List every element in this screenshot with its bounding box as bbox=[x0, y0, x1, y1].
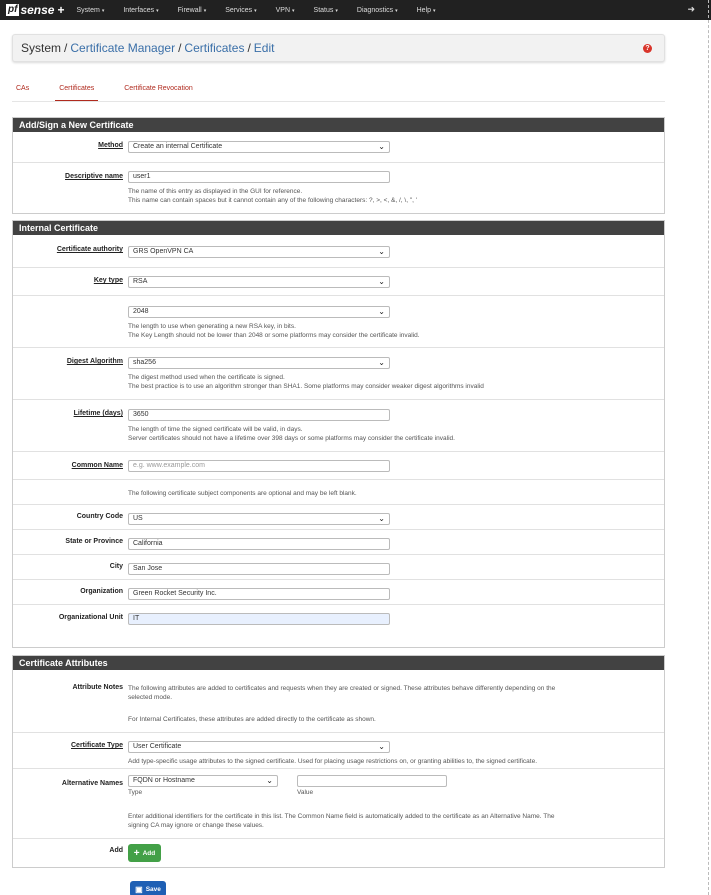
logout-icon[interactable]: ➜ bbox=[687, 4, 695, 14]
city-label: City bbox=[109, 563, 123, 570]
descr-input[interactable]: user1 bbox=[128, 171, 390, 183]
nav-help[interactable]: Help ▾ bbox=[416, 6, 436, 14]
notes-text-1: The following attributes are added to certificates and requests when they are created or signed. These attributes behave differently depending on the bbox=[128, 685, 556, 692]
lifetime-help-2: Server certificates should not have a lifetime over 398 days or some platforms may consider the certificate invalid. bbox=[128, 435, 455, 442]
row-descriptive-name bbox=[13, 162, 664, 214]
ou-label: Organizational Unit bbox=[58, 614, 123, 621]
row-state bbox=[13, 529, 664, 554]
save-disk-icon: ▣ bbox=[135, 884, 143, 894]
certtype-value: User Certificate bbox=[133, 743, 182, 750]
keytype-select[interactable] bbox=[128, 276, 390, 288]
row-cert-type bbox=[13, 732, 664, 768]
row-ca bbox=[13, 235, 664, 267]
breadcrumb-sep: / bbox=[64, 41, 68, 55]
help-question-icon[interactable]: ? bbox=[643, 44, 652, 53]
org-label: Organization bbox=[80, 588, 123, 595]
digest-label: Digest Algorithm bbox=[66, 358, 123, 365]
tab-cas[interactable]: CAs bbox=[16, 85, 30, 92]
digest-select[interactable] bbox=[128, 357, 390, 369]
ca-value: GRS OpenVPN CA bbox=[133, 248, 194, 255]
nav-diagnostics[interactable]: Diagnostics ▾ bbox=[356, 6, 398, 14]
row-common-name bbox=[13, 451, 664, 479]
notes-text-2: selected mode. bbox=[128, 694, 173, 701]
row-key-type bbox=[13, 267, 664, 295]
row-attribute-notes bbox=[13, 670, 664, 732]
nav-interfaces[interactable]: Interfaces ▾ bbox=[123, 6, 159, 14]
row-lifetime bbox=[13, 399, 664, 451]
row-alt-names bbox=[13, 768, 664, 838]
chevron-down-icon: ⌄ bbox=[266, 776, 273, 785]
keytype-label: Key type bbox=[93, 277, 123, 284]
certtype-select[interactable] bbox=[128, 741, 390, 753]
lifetime-help-1: The length of time the signed certificate will be valid, in days. bbox=[128, 426, 303, 433]
row-key-length bbox=[13, 295, 664, 347]
chevron-down-icon: ⌄ bbox=[378, 307, 385, 316]
row-add bbox=[13, 838, 664, 868]
row-optional-note bbox=[13, 479, 664, 504]
panel-title: Certificate Attributes bbox=[13, 656, 664, 670]
nav-firewall[interactable]: Firewall ▾ bbox=[177, 6, 207, 14]
descr-help-2: This name can contain spaces but it cannot contain any of the following characters: ?, >, <, &, /, \, ", ' bbox=[128, 197, 417, 204]
alt-type-value: FQDN or Hostname bbox=[133, 777, 195, 784]
notes-text-3: For Internal Certificates, these attributes are added directly to the certificate as shown. bbox=[128, 716, 376, 723]
country-label: Country Code bbox=[76, 513, 123, 520]
keylen-help-2: The Key Length should not be lower than 2048 or some platforms may consider the certificate invalid. bbox=[128, 332, 420, 339]
breadcrumb-system: System bbox=[21, 41, 62, 55]
country-value: US bbox=[133, 515, 143, 522]
optional-note: The following certificate subject components are optional and may be left blank. bbox=[128, 490, 357, 497]
panel-internal-certificate bbox=[12, 220, 665, 648]
notes-label: Attribute Notes bbox=[72, 684, 123, 691]
country-select[interactable] bbox=[128, 513, 390, 525]
row-country bbox=[13, 504, 664, 529]
digest-help-2: The best practice is to use an algorithm stronger than SHA1. Some platforms may consider weaker digest algorithms invalid bbox=[128, 383, 484, 390]
save-button[interactable]: ▣ Save bbox=[130, 881, 166, 895]
row-city bbox=[13, 554, 664, 579]
nav-services[interactable]: Services ▾ bbox=[225, 6, 257, 14]
nav-system[interactable]: System ▾ bbox=[76, 6, 105, 14]
breadcrumb-sep: / bbox=[178, 41, 182, 55]
add-label: Add bbox=[109, 847, 123, 854]
chevron-down-icon: ⌄ bbox=[378, 358, 385, 367]
method-label: Method bbox=[98, 142, 123, 149]
row-method bbox=[13, 132, 664, 162]
tab-certificate-revocation[interactable]: Certificate Revocation bbox=[124, 85, 193, 92]
ou-input[interactable]: IT bbox=[128, 613, 390, 625]
ca-select[interactable] bbox=[128, 246, 390, 258]
row-digest bbox=[13, 347, 664, 399]
digest-value: sha256 bbox=[133, 359, 156, 366]
tab-certificates[interactable]: Certificates bbox=[55, 82, 98, 102]
keylen-help-1: The length to use when generating a new RSA key, in bits. bbox=[128, 323, 296, 330]
keylen-select[interactable] bbox=[128, 306, 390, 318]
cn-label: Common Name bbox=[71, 462, 123, 469]
panel-title: Add/Sign a New Certificate bbox=[13, 118, 664, 132]
certtype-help: Add type-specific usage attributes to the signed certificate. Used for placing usage restrictions on, or granting abilities to, the signed certificate. bbox=[128, 758, 537, 765]
org-input[interactable]: Green Rocket Security Inc. bbox=[128, 588, 390, 600]
add-button[interactable]: + Add bbox=[128, 844, 161, 862]
lifetime-label: Lifetime (days) bbox=[73, 410, 123, 417]
plus-icon: + bbox=[133, 847, 140, 859]
chevron-down-icon: ⌄ bbox=[378, 514, 385, 523]
alt-help-2: signing CA may ignore or change these values. bbox=[128, 822, 264, 829]
alt-type-caption: Type bbox=[128, 789, 143, 796]
chevron-down-icon: ⌄ bbox=[378, 142, 385, 151]
top-navbar bbox=[0, 0, 711, 20]
panel-add-sign-certificate bbox=[12, 117, 665, 214]
breadcrumb-certificates[interactable]: Certificates bbox=[184, 41, 245, 55]
keytype-value: RSA bbox=[133, 278, 148, 285]
breadcrumb bbox=[12, 34, 665, 62]
keylen-value: 2048 bbox=[133, 308, 149, 315]
digest-help-1: The digest method used when the certificate is signed. bbox=[128, 374, 285, 381]
descr-help-1: The name of this entry as displayed in the GUI for reference. bbox=[128, 188, 303, 195]
pfsense-logo[interactable] bbox=[0, 0, 65, 20]
nav-vpn[interactable]: VPN ▾ bbox=[275, 6, 295, 14]
descr-label: Descriptive name bbox=[65, 173, 123, 180]
breadcrumb-edit[interactable]: Edit bbox=[253, 41, 275, 55]
logo-text: sense bbox=[20, 3, 55, 17]
state-label: State or Province bbox=[65, 538, 123, 545]
panel-title: Internal Certificate bbox=[13, 221, 664, 235]
tab-bar bbox=[12, 82, 219, 102]
alt-help-1: Enter additional identifiers for the certificate in this list. The Common Name field is automatically added to the certificate as an Alternative Name. The bbox=[128, 813, 555, 820]
altnames-label: Alternative Names bbox=[61, 780, 123, 787]
alt-value-input[interactable] bbox=[297, 775, 447, 787]
row-org-unit bbox=[13, 604, 664, 647]
breadcrumb-certificate-manager[interactable]: Certificate Manager bbox=[70, 41, 176, 55]
city-input[interactable]: San Jose bbox=[128, 563, 390, 575]
method-value: Create an internal Certificate bbox=[133, 143, 223, 150]
chevron-down-icon: ⌄ bbox=[378, 247, 385, 256]
cn-input[interactable]: e.g. www.example.com bbox=[128, 460, 390, 472]
method-select[interactable] bbox=[128, 141, 390, 153]
breadcrumb-sep: / bbox=[247, 41, 251, 55]
row-organization bbox=[13, 579, 664, 604]
chevron-down-icon: ⌄ bbox=[378, 742, 385, 751]
tabs-divider bbox=[12, 101, 665, 102]
certtype-label: Certificate Type bbox=[71, 742, 123, 749]
panel-certificate-attributes bbox=[12, 655, 665, 868]
state-input[interactable]: California bbox=[128, 538, 390, 550]
alt-value-caption: Value bbox=[297, 789, 314, 796]
nav-status[interactable]: Status ▾ bbox=[313, 6, 338, 14]
chevron-down-icon: ⌄ bbox=[378, 277, 385, 286]
logo-pf: pf bbox=[8, 4, 18, 15]
logo-plus: + bbox=[57, 3, 65, 17]
page-edge-divider bbox=[708, 0, 709, 895]
alt-type-select[interactable] bbox=[128, 775, 278, 787]
ca-label: Certificate authority bbox=[56, 246, 123, 253]
lifetime-input[interactable]: 3650 bbox=[128, 409, 390, 421]
